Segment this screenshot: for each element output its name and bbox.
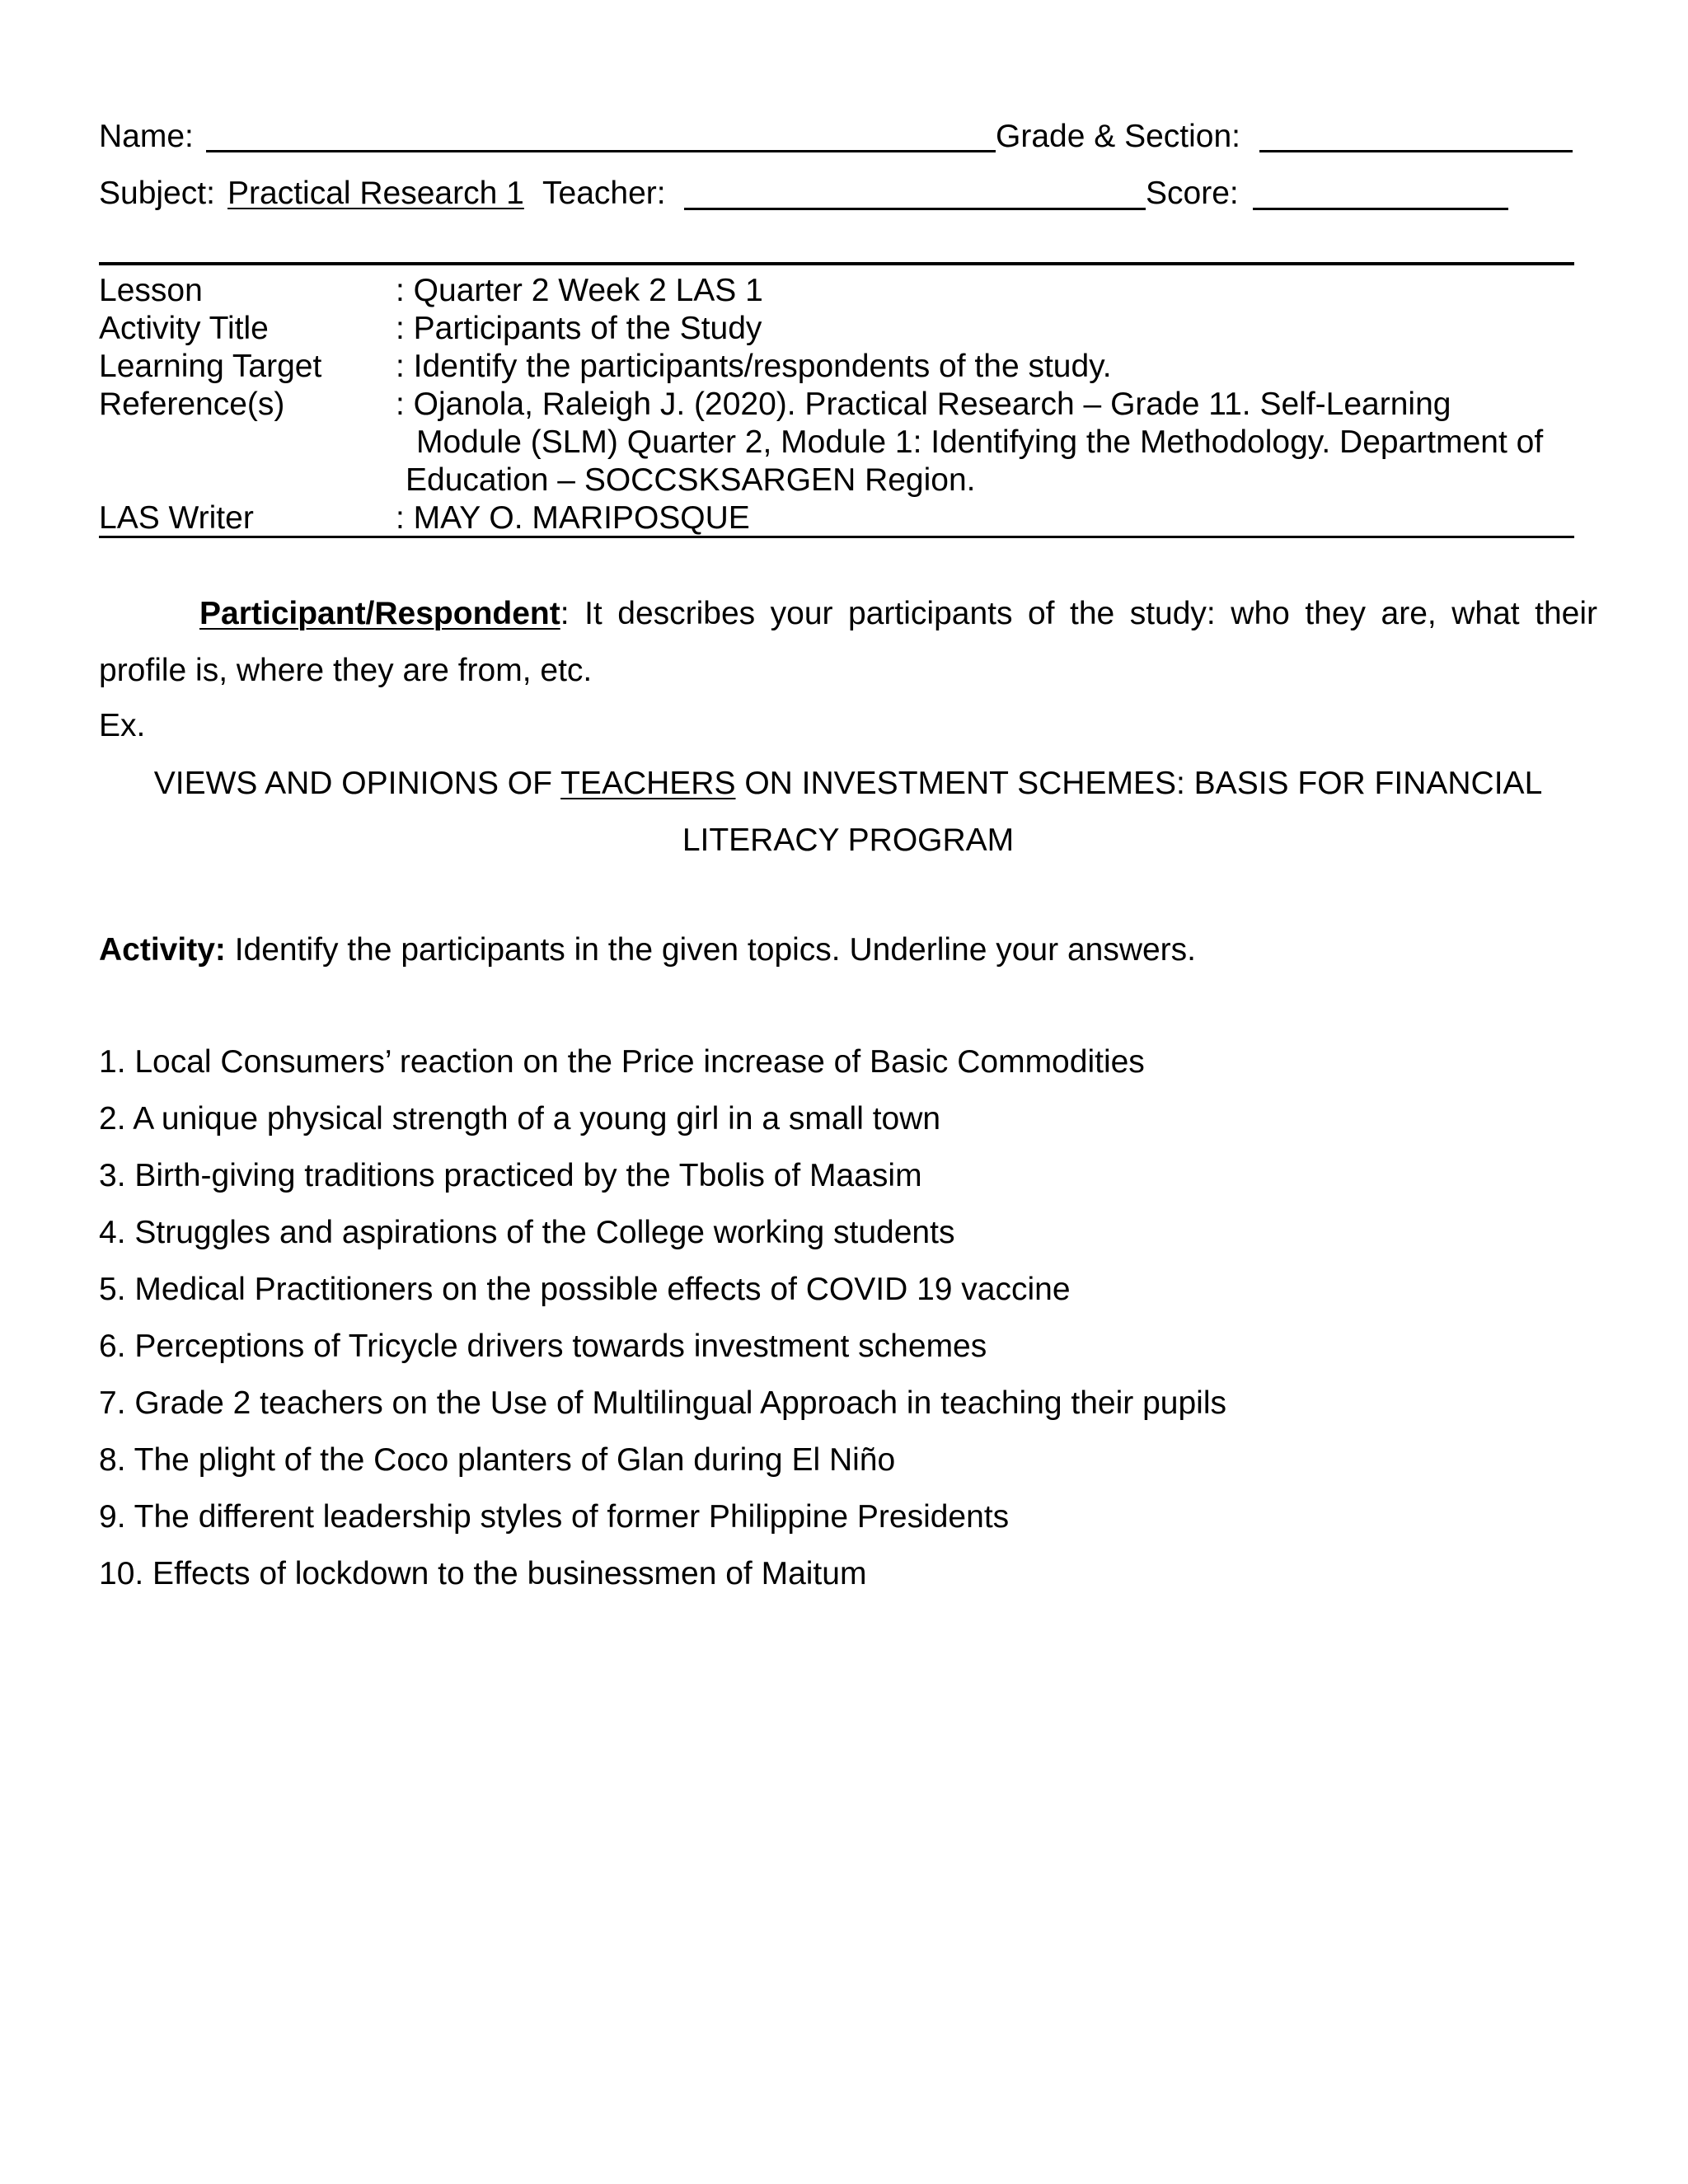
example-title-before: VIEWS AND OPINIONS OF [153,766,561,801]
teacher-blank [684,208,1146,210]
definition-paragraph [99,585,1597,699]
list-item: 3. Birth-giving traditions practiced by the Tbolis of Maasim [99,1158,922,1193]
definition-text: : It describes your participants of the study: who they are, what their profile is, where they are from, etc. [99,596,1597,688]
activity-title-value: : Participants of the Study [396,311,762,346]
reference-line-3: Education – SOCCSKSARGEN Region. [406,462,976,498]
list-item: 8. The plight of the Coco planters of Glan during El Niño [99,1442,896,1478]
activity-instruction [99,931,1196,969]
list-item: 7. Grade 2 teachers on the Use of Multilingual Approach in teaching their pupils [99,1385,1226,1421]
learning-target-label: Learning Target [99,349,322,384]
score-label: Score: [1146,176,1239,211]
reference-line-2: Module (SLM) Quarter 2, Module 1: Identifying the Methodology. Department of [416,424,1544,460]
reference-line-1: : Ojanola, Raleigh J. (2020). Practical Research – Grade 11. Self-Learning [396,387,1451,422]
list-item: 1. Local Consumers’ reaction on the Price increase of Basic Commodities [99,1044,1145,1080]
subject-label: Subject: [99,176,215,211]
name-label: Name: [99,119,194,154]
lesson-value: : Quarter 2 Week 2 LAS 1 [396,273,763,308]
list-item: 9. The different leadership styles of former Philippine Presidents [99,1499,1010,1535]
definition-term: Participant/Respondent [199,596,560,631]
reference-label: Reference(s) [99,387,285,422]
header-divider [99,262,1574,265]
list-item: 2. A unique physical strength of a young girl in a small town [99,1101,941,1137]
activity-title-label: Activity Title [99,311,269,346]
activity-label: Activity: [99,932,226,968]
writer-value: : MAY O. MARIPOSQUE [396,500,750,536]
example-label: Ex. [99,708,146,743]
name-blank [206,150,996,152]
list-item: 6. Perceptions of Tricycle drivers towards investment schemes [99,1329,987,1364]
grade-section-blank [1259,150,1573,152]
list-item: 4. Struggles and aspirations of the College working students [99,1215,955,1250]
activity-text: Identify the participants in the given topics. Underline your answers. [225,932,1196,968]
writer-label: LAS Writer [99,500,254,536]
lesson-label: Lesson [99,273,203,308]
info-divider [99,536,1574,538]
example-title-underlined: TEACHERS [560,766,736,801]
example-title-after: ON INVESTMENT SCHEMES: BASIS FOR FINANCIAL LITERACY PROGRAM [682,766,1543,858]
list-item: 5. Medical Practitioners on the possible effects of COVID 19 vaccine [99,1272,1071,1307]
list-item: 10. Effects of lockdown to the businessmen of Maitum [99,1556,867,1591]
teacher-label: Teacher: [542,176,666,211]
score-blank [1253,208,1508,210]
subject-value: Practical Research 1 [227,176,524,211]
grade-section-label: Grade & Section: [996,119,1240,154]
example-title [99,755,1597,869]
learning-target-value: : Identify the participants/respondents of the study. [396,349,1112,384]
